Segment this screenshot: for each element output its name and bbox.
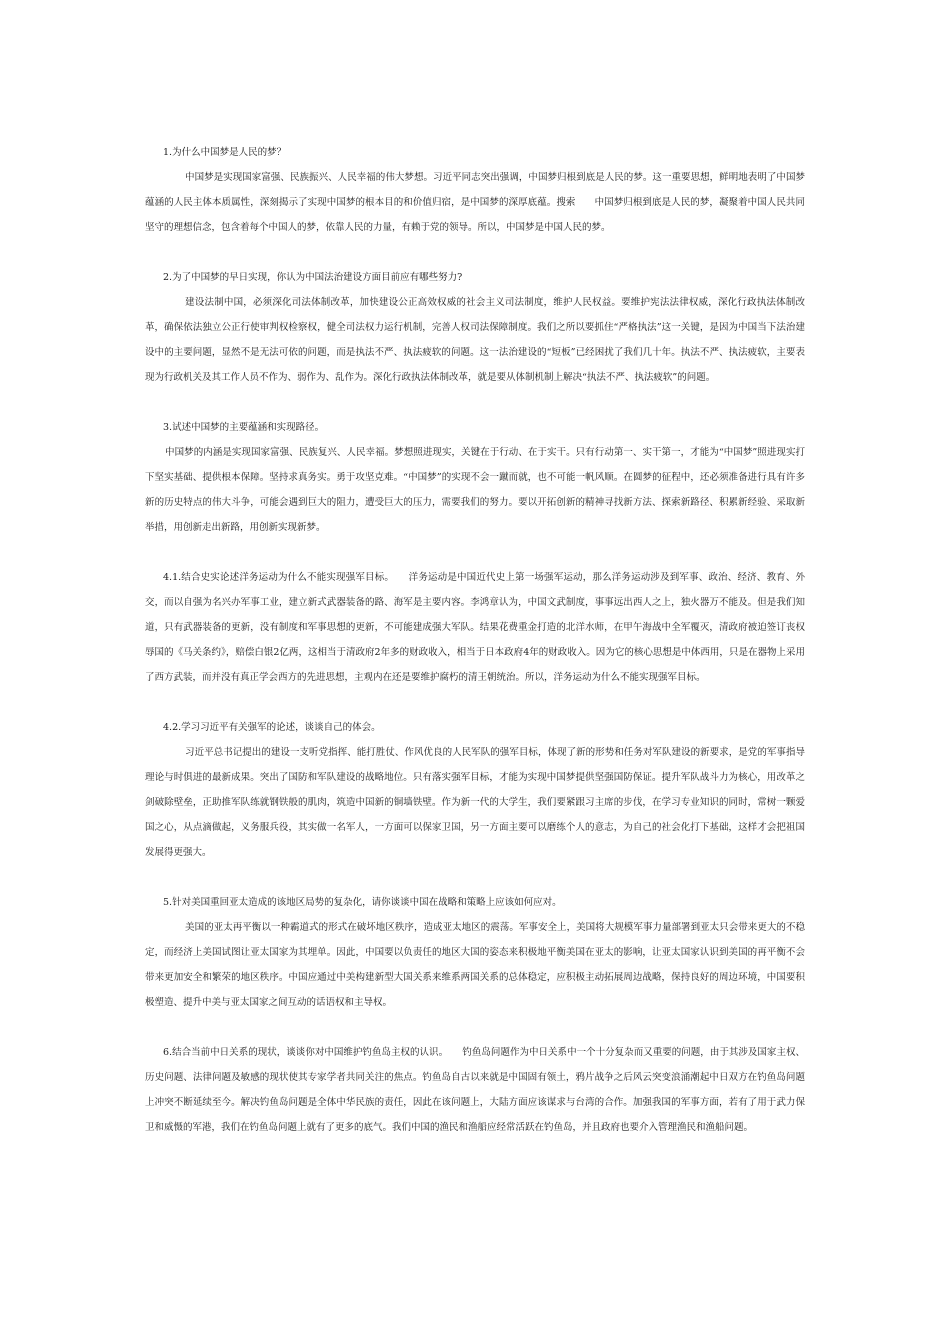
section-1 [145,140,805,240]
question-4-2: 4.2.学习习近平有关强军的论述，谈谈自己的体会。 [163,722,381,733]
answer-1-text: 中国梦是实现国家富强、民族振兴、人民幸福的伟大梦想。习近平同志突出强调，中国梦归根到底是人民的梦。这一重要思想，鲜明地表明了中国梦蕴涵的人民主体本质属性，深刻揭示了实现中国梦的根本目的和价值归宿，是中国梦的深厚底蕴。搜索 中国梦归根到底是人民的梦，凝聚着中国人民共同坚守的理想信念，包含着每个中国人的梦，依靠人民的力量，有赖于党的领导。所以，中国梦是中国人民的梦。 [145,172,805,233]
section-4-2 [145,715,805,865]
document-page [145,140,805,1140]
section-5 [145,890,805,1015]
answer-5 [145,915,805,1015]
spacer [145,390,805,415]
answer-5-text: 美国的亚太再平衡以一种霸道式的形式在破坏地区秩序，造成亚太地区的震荡。军事安全上，美国将大规模军事力量部署到亚太只会带来更大的不稳定，而经济上美国试图让亚太国家为其埋单。因此，中国要以负责任的地区大国的姿态来积极地平衡美国在亚太的影响，让亚太国家认识到美国的再平衡不会带来更加安全和繁荣的地区秩序。中国应通过中美构建新型大国关系来维系两国关系的总体稳定，应积极主动拓展周边战略，保持良好的周边环境，中国要积极塑造、提升中美与亚太国家之间互动的话语权和主导权。 [145,922,805,1008]
question-3: 3.试述中国梦的主要蕴涵和实现路径。 [163,422,325,433]
question-2: 2.为了中国梦的早日实现，你认为中国法治建设方面目前应有哪些努力? [163,272,463,283]
spacer [145,540,805,565]
answer-2 [145,290,805,390]
answer-2-text: 建设法制中国，必须深化司法体制改革，加快建设公正高效权威的社会主义司法制度，维护人民权益。要维护宪法法律权威，深化行政执法体制改革，确保依法独立公正行使审判权检察权，健全司法权力运行机制，完善人权司法保障制度。我们之所以要抓住“严格执法”这一关键，是因为中国当下法治建设中的主要问题，显然不是无法可依的问题，而是执法不严、执法疲软的问题。这一法治建设的“短板”已经困扰了我们几十年。执法不严、执法疲软，主要表现为行政机关及其工作人员不作为、弱作为、乱作为。深化行政执法体制改革，就是要从体制机制上解决“执法不严、执法疲软”的问题。 [145,297,805,383]
answer-4-2 [145,740,805,865]
question-6-text: 6.结合当前中日关系的现状，谈谈你对中国维护钓鱼岛主权的认识。 钓鱼岛问题作为中日关系中一个十分复杂而又重要的问题，由于其涉及国家主权、历史问题、法律问题及敏感的现状使其专家学者共同关注的焦点。钓鱼岛自古以来就是中国固有领土，鸦片战争之后风云突变浪涌潮起中日双方在钓鱼岛问题上冲突不断延续至今。解决钓鱼岛问题是全体中华民族的责任，因此在该问题上，大陆方面应该谋求与台湾的合作。加强我国的军事方面，若有了用于武力保卫和威慑的军港，我们在钓鱼岛问题上就有了更多的底气。我们中国的渔民和渔船应经常活跃在钓鱼岛，并且政府也要介入管理渔民和渔船问题。 [145,1047,805,1133]
section-6 [145,1040,805,1140]
answer-1 [145,165,805,240]
answer-3 [145,440,805,540]
section-3 [145,415,805,540]
spacer [145,1015,805,1040]
spacer [145,865,805,890]
answer-3-text: 中国梦的内涵是实现国家富强、民族复兴、人民幸福。梦想照进现实，关键在于行动、在于实干。只有行动第一、实干第一，才能为“中国梦”照进现实打下坚实基础、提供根本保障。坚持求真务实。勇于攻坚克难。“中国梦”的实现不会一蹴而就，也不可能一帆风顺。在圆梦的征程中，还必须准备进行具有许多新的历史特点的伟大斗争，可能会遇到巨大的阻力，遭受巨大的压力，需要我们的努力。要以开拓创新的精神寻找新方法、探索新路径、积累新经验、采取新举措，用创新走出新路，用创新实现新梦。 [145,447,805,533]
question-1: 1.为什么中国梦是人民的梦？ [163,147,287,158]
question-4-1-text: 4.1.结合史实论述洋务运动为什么不能实现强军目标。 洋务运动是中国近代史上第一场强军运动，那么洋务运动涉及到军事、政治、经济、教育、外交，而以自强为名兴办军事工业，建立新式武器装备的路、海军是主要内容。李鸿章认为，中国文武制度，事事远出西人之上，独火器万不能及。但是我们知道，只有武器装备的更新，没有制度和军事思想的更新，不可能建成强大军队。结果花费重金打造的北洋水师，在甲午海战中全军覆灭，清政府被迫签订丧权辱国的《马关条约》，赔偿白银2亿两，这相当于清政府2年多的财政收入，相当于日本政府4年的财政收入。因为它的核心思想是中体西用，只是在器物上采用了西方武装，而并没有真正学会西方的先进思想，主观内在还是要维护腐朽的清王朝统治。所以，洋务运动为什么不能实现强军目标。 [145,572,805,683]
section-4-1 [145,565,805,690]
question-5: 5.针对美国重回亚太造成的该地区局势的复杂化，请你谈谈中国在战略和策略上应该如何应对。 [163,897,562,908]
question-6 [145,1040,805,1140]
answer-4-2-text: 习近平总书记提出的建设一支听党指挥、能打胜仗、作风优良的人民军队的强军目标，体现了新的形势和任务对军队建设的新要求，是党的军事指导理论与时俱进的最新成果。突出了国防和军队建设的战略地位。只有落实强军目标，才能为实现中国梦提供坚强国防保证。提升军队战斗力为核心，用改革之剑破除壁垒，正助推军队练就钢铁般的肌肉，筑造中国新的铜墙铁壁。作为新一代的大学生，我们要紧跟习主席的步伐，在学习专业知识的同时，常树一颗爱国之心，从点滴做起，义务服兵役，其实做一名军人，一方面可以保家卫国，另一方面主要可以磨练个人的意志，为自己的社会化打下基础，这样才会把祖国发展得更强大。 [145,747,805,858]
spacer [145,240,805,265]
spacer [145,690,805,715]
question-4-1 [145,565,805,690]
section-2 [145,265,805,390]
